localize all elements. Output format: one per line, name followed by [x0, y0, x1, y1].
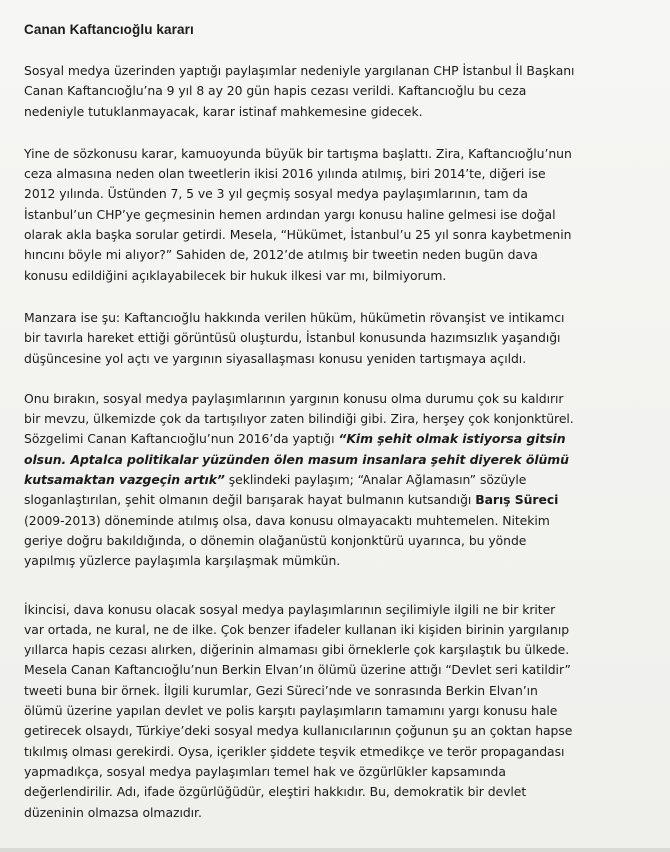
text-line: getirecek olsaydı, Türkiye’deki sosyal medya kullanıcılarının çoğunun şu an çoktan hapse — [24, 723, 573, 739]
text-line: ölümü üzerine yapılan devlet ve polis karşıtı paylaşımların tamamını yargı konusu hale — [24, 703, 558, 719]
text-segment: sloganlaştırılan, şehit olmanın değil barışarak hayat bulmanın kutsandığı — [24, 492, 476, 508]
quote-emphasis: kutsamaktan vazgeçin artık” — [24, 472, 225, 488]
text-line: bir mevzu, ülkemizde çok da tartışılıyor zaten bilindiği gibi. Zira, herşey çok konjonktürel. — [24, 411, 574, 427]
quote-emphasis-line: olsun. Aptalca politikalar yüzünden ölen masum insanlara şehit diyerek ölümü — [24, 451, 569, 467]
text-line: yapılmış yüzlerce paylaşımla karşılaşmak mümkün. — [24, 553, 341, 569]
text-line: ceza almasına neden olan tweetlerin ikisi 2016 yılında atılmış, biri 2014’te, diğeri ise — [24, 166, 546, 182]
text-line: Sosyal medya üzerinden yaptığı paylaşımlar nedeniyle yargılanan CHP İstanbul İl Başkanı — [24, 63, 575, 78]
paragraph-1 — [24, 61, 656, 122]
page-bottom-edge — [0, 848, 670, 852]
text-line: hıncını böyle mi alıyor?” Sahiden de, 2012’de atılmış bir tweetin neden bugün dava — [24, 247, 538, 263]
text-line: konusu edildiğini açıklayabilecek bir hukuk ilkesi var mı, bilmiyorum. — [24, 267, 447, 283]
text-line — [24, 490, 656, 510]
text-line: yıllarca hapis cezası alırken, diğerinin almaması gibi örneklerle çok karşılaştık bu ülkede. — [24, 642, 570, 658]
text-line: var ortada, ne kural, ne de ilke. Çok benzer ifadeler kullanan iki kişiden birinin yargılanıp — [24, 621, 570, 637]
text-line: Manzara ise şu: Kaftancıoğlu hakkında verilen hüküm, hükümetin rövanşist ve intikamcı — [24, 309, 565, 325]
text-segment: Sözgelimi Canan Kaftancıoğlu’nun 2016’da yaptığı — [24, 431, 339, 447]
article-title: Canan Kaftancıoğlu kararı — [24, 22, 194, 37]
quote-emphasis: “Kim şehit olmak istiyorsa gitsin — [338, 431, 566, 447]
paragraph-3 — [24, 308, 656, 369]
paragraph-2 — [24, 144, 656, 286]
text-line — [24, 429, 656, 449]
text-line: değerlendirilir. Adı, ifade özgürlüğüdür, eleştiri hakkıdır. Bu, demokratik bir devlet — [24, 784, 527, 800]
text-line: geriye doğru bakıldığında, o dönemin olağanüstü konjonktürü uyarınca, bu yönde — [24, 532, 527, 548]
text-line: düzeninin olmazsa olmazıdır. — [24, 804, 202, 820]
text-line: (2009-2013) döneminde atılmış olsa, dava konusu olmayacaktı muhtemelen. Nitekim — [24, 512, 550, 528]
text-line: Yine de sözkonusu karar, kamuoyunda büyük bir tartışma başlattı. Zira, Kaftancıoğlu’nun — [24, 145, 572, 161]
text-line: Canan Kaftancıoğlu’na 9 yıl 8 ay 20 gün hapis cezası verildi. Kaftancıoğlu bu ceza — [24, 83, 527, 99]
paragraph-4 — [24, 389, 656, 572]
text-segment: şeklindeki paylaşım; “Analar Ağlamasın” sözüyle — [224, 472, 527, 488]
bold-term: Barış Süreci — [475, 492, 559, 508]
text-line: bir tavırla hareket ettiği görüntüsü oluşturdu, İstanbul konusunda hazımsızlık yaşandığı — [24, 330, 561, 346]
text-line: yapmadıkça, sosyal medya paylaşımları temel hak ve özgürlükler kapsamında — [24, 763, 506, 779]
text-line: düşüncesine yol açtı ve yargının siyasallaşması konusu yeniden tartışmaya açıldı. — [24, 350, 527, 366]
text-line: tıkılmış olması gerekirdi. Oysa, içerikler şiddete teşvik etmedikçe ve terör propagandası — [24, 743, 565, 759]
text-line: olarak akla başka sorular getirdi. Mesela, “Hükümet, İstanbul’u 25 yıl sonra kaybetmenin — [24, 227, 572, 243]
text-line: nedeniyle tutuklanmayacak, karar istinaf mahkemesine gidecek. — [24, 103, 423, 119]
paragraph-5 — [24, 600, 656, 823]
text-line: Mesela Canan Kaftancıoğlu’nun Berkin Elvan’ın ölümü üzerine attığı “Devlet seri katildir” — [24, 662, 571, 678]
text-line — [24, 470, 656, 490]
text-line: Onu bırakın, sosyal medya paylaşımlarının yargının konusu olma durumu çok su kaldırır — [24, 390, 564, 406]
text-line: İkincisi, dava konusu olacak sosyal medya paylaşımlarının seçilimiyle ilgili ne bir kriter — [24, 601, 556, 617]
text-line: tweeti buna bir örnek. İlgili kurumlar, Gezi Süreci’nde ve sonrasında Berkin Elvan’ın — [24, 682, 538, 698]
text-line: 2012 yılında. Üstünden 7, 5 ve 3 yıl geçmiş sosyal medya paylaşımlarının, tam da — [24, 186, 528, 202]
text-line: İstanbul’un CHP’ye geçmesinin hemen ardından yargı konusu haline gelmesi ise doğal — [24, 206, 556, 222]
